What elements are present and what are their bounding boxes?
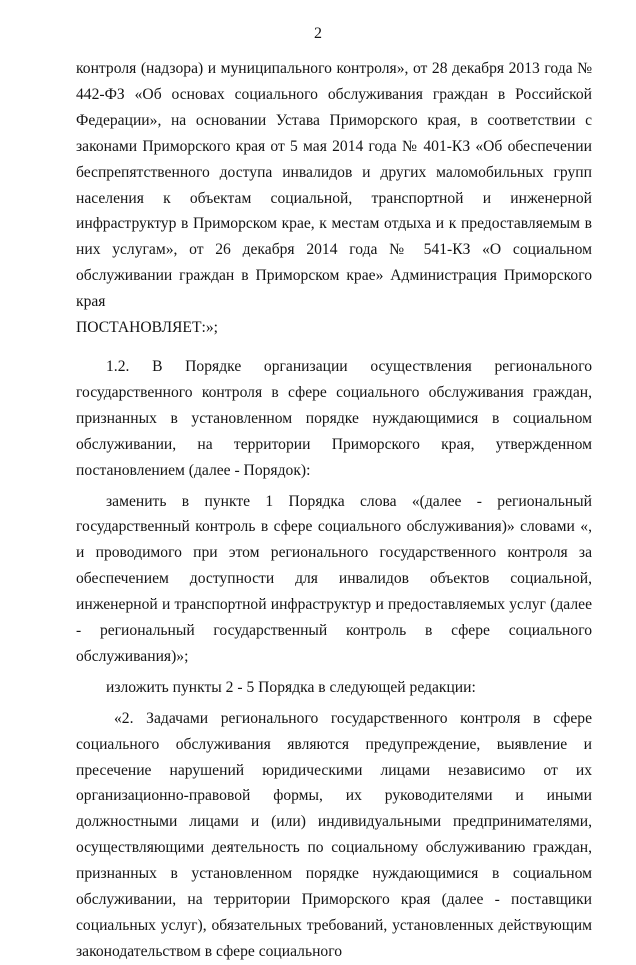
page-number: 2 [314,25,322,42]
document-body [76,56,592,965]
paragraph-resolves: ПОСТАНОВЛЯЕТ:»; [76,319,218,337]
paragraph-clause-1-2: 1.2. В Порядке организации осуществления регионального государственного контроля в сфере социального обслуживания граждан, признанных в установленном порядке нуждающимися в социальном обслуживании, на территории Приморского края, утвержденном постановлением (далее - Порядок): [76,357,592,479]
paragraph-item-2: «2. Задачами регионального государственного контроля в сфере социального обслуживания являются предупреждение, выявление и пресечение нарушений юридическими лицами независимо от их организационно-правовой формы, их руководителями и иными должностными лицами и (или) индивидуальными предпринимателями, осуществляющими деятельность по социальному обслуживанию граждан, признанных в установленном порядке нуждающимися в социальном обслуживании, на территории Приморского края (далее - поставщики социальных услуг), обязательных требований, установленных действующим законодательством в сфере социального [76,709,592,960]
paragraph-restate-items: изложить пункты 2 - 5 Порядка в следующей редакции: [106,678,476,696]
paragraph-replace-words: заменить в пункте 1 Порядка слова «(далее - региональный государственный контроль в сфере социального обслуживания)» словами «, и проводимого при этом регионального государственного контроля за обеспечением доступности для инвалидов объектов социальной, инженерной и транспортной инфраструктур и предоставляемых услуг (далее - региональный государственный контроль в сфере социального обслуживания)»; [76,492,592,665]
paragraph-legal-basis: контроля (надзора) и муниципального контроля», от 28 декабря 2013 года № 442-ФЗ «Об основах социального обслуживания граждан в Российской Федерации», на основании Устава Приморского края, в соответствии с законами Приморского края от 5 мая 2014 года № 401-КЗ «Об обеспечении беспрепятственного доступа инвалидов и других маломобильных групп населения к объектам социальной, транспортной и инженерной инфраструктур в Приморском крае, к местам отдыха и к предоставляемым в них услугам», от 26 декабря 2014 года № 541-КЗ «О социальном обслуживании граждан в Приморском крае» Администрация Приморского края [76,60,592,311]
